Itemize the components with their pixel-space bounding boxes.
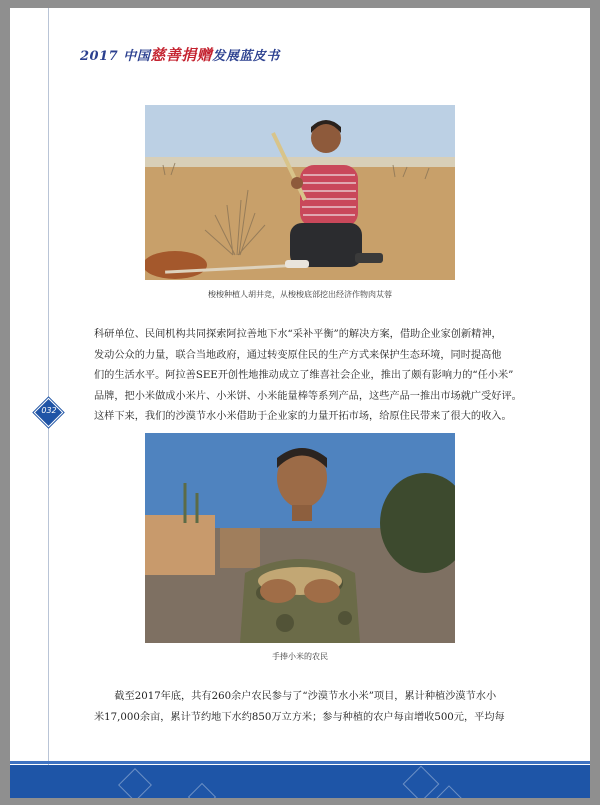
decorative-diamond [436, 785, 461, 798]
body-paragraph-1 [94, 325, 522, 428]
paragraph-line: 科研单位、民间机构共同探索阿拉善地下水“采补平衡”的解决方案，借助企业家创新精神， [94, 329, 502, 340]
photo2-illustration [145, 433, 455, 643]
page-number: 032 [41, 406, 57, 415]
body-paragraph-2 [94, 687, 505, 728]
decorative-diamond [403, 766, 440, 798]
paragraph-line: 们的生活水平。阿拉善SEE开创性地推动成立了维喜社会企业，推出了颇有影响力的“任小米” [94, 370, 514, 381]
paragraph-line: 品牌，把小米做成小米片、小米饼、小米能量棒等系列产品，这些产品一推出市场就广受好评。 [94, 390, 522, 402]
photo2-caption: 手捧小米的农民 [272, 652, 328, 661]
footer-stripe [10, 761, 590, 764]
decorative-diamond [118, 768, 152, 798]
paragraph-line: 截至2017年底，共有260余户农民参与了“沙漠节水小米”项目，累计种植沙漠节水小 [94, 691, 497, 702]
header-suffix: 发展蓝皮书 [212, 49, 280, 64]
page-header-title [80, 44, 280, 65]
photo1-caption: 梭梭种植人胡井竞，从梭梭底部挖出经济作物肉苁蓉 [208, 290, 392, 299]
paragraph-line: 这样下来，我们的沙漠节水小米借助于企业家的力量开拓市场，给原住民带来了很大的收入。 [94, 411, 512, 422]
footer-band [10, 765, 590, 798]
paragraph-line: 发动公众的力量，联合当地政府，通过转变原住民的生产方式来保护生态环境，同时提高他 [94, 349, 502, 361]
header-accent: 慈善捐赠 [150, 46, 213, 64]
decorative-diamond [188, 783, 216, 798]
photo1-illustration [145, 105, 455, 280]
man-kneeling-desert-photo [145, 105, 455, 280]
paragraph-line: 米17,000余亩，累计节约地下水约850万立方米；参与种植的农户每亩增收500元，平均每 [94, 711, 505, 723]
farmer-holding-millet-photo [145, 433, 455, 643]
header-prefix: 2017 中国 [80, 49, 151, 64]
